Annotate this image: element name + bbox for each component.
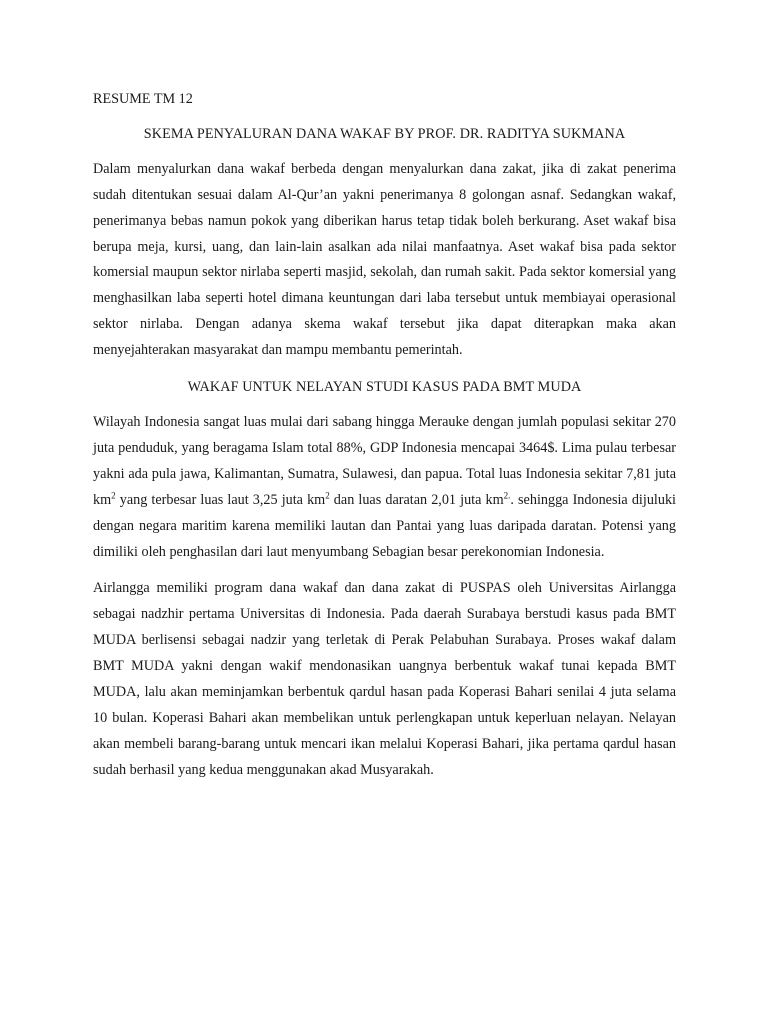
paragraph-skema: Dalam menyalurkan dana wakaf berbeda dengan menyalurkan dana zakat, jika di zakat penerima sudah ditentukan sesuai dalam Al-Qur’an yakni penerimanya 8 golongan asnaf. Sedangkan wakaf, penerimanya bebas namun pokok yang diberikan harus tetap tidak boleh berkurang. Aset wakaf bisa berupa meja, kursi, uang, dan lain-lain asalkan ada nilai manfaatnya. Aset wakaf bisa pada sektor komersial maupun sektor nirlaba seperti masjid, sekolah, dan rumah sakit. Pada sektor komersial yang menghasilkan laba seperti hotel dimana keuntungan dari laba tersebut untuk membiayai operasional sektor nirlaba. Dengan adanya skema wakaf tersebut jika dapat diterapkan maka akan menyejahterakan masyarakat dan mampu membantu pemerintah.	[93, 160, 676, 359]
paragraph-airlangga: Airlangga memiliki program dana wakaf dan dana zakat di PUSPAS oleh Universitas Airlangga sebagai nadzhir pertama Universitas di Indonesia. Pada daerah Surabaya berstudi kasus pada BMT MUDA berlisensi sebagai nadzir yang terletak di Perak Pelabuhan Surabaya. Proses wakaf dalam BMT MUDA yakni dengan wakif mendonasikan uangnya berbentuk wakaf tunai kepada BMT MUDA, lalu akan meminjamkan berbentuk qardul hasan pada Koperasi Bahari senilai 4 juta selama 10 bulan. Koperasi Bahari akan membelikan untuk perlengkapan untuk keperluan nelayan. Nelayan akan membeli barang-barang untuk mencari ikan melalui Koperasi Bahari, jika pertama qardul hasan sudah berhasil yang kedua menggunakan akad Musyarakah.	[93, 580, 676, 778]
paragraph-wilayah	[93, 410, 676, 565]
text-run: . sehingga Indonesia dijuluki dengan negara maritim karena memiliki lautan dan Pantai yang luas daripada daratan. Potensi yang dimiliki oleh penghasilan dari laut menyumbang Sebagian besar perekonomian Indonesia.	[93, 491, 676, 560]
superscript: 2.	[503, 489, 511, 500]
text-run: Wilayah Indonesia sangat luas mulai dari sabang hingga Merauke dengan jumlah populasi sekitar 270 juta penduduk, yang beragama Islam total 88%, GDP Indonesia mencapai 3464$. Lima pulau terbesar yakni ada pula jawa, Kalimantan, Sumatra, Sulawesi, dan papua. Total luas Indonesia sekitar 7,81 juta km	[93, 413, 676, 508]
superscript: 2	[325, 489, 330, 500]
document-page	[93, 87, 676, 795]
text-run: yang terbesar luas laut 3,25 juta km	[115, 491, 326, 508]
section-heading-skema: SKEMA PENYALURAN DANA WAKAF BY PROF. DR. RADITYA SUKMANA	[143, 125, 626, 142]
section-heading-nelayan: WAKAF UNTUK NELAYAN STUDI KASUS PADA BMT MUDA	[187, 379, 582, 396]
document-label: RESUME TM 12	[93, 91, 193, 107]
text-run: dan luas daratan 2,01 juta km	[329, 491, 504, 508]
superscript: 2	[111, 489, 116, 500]
